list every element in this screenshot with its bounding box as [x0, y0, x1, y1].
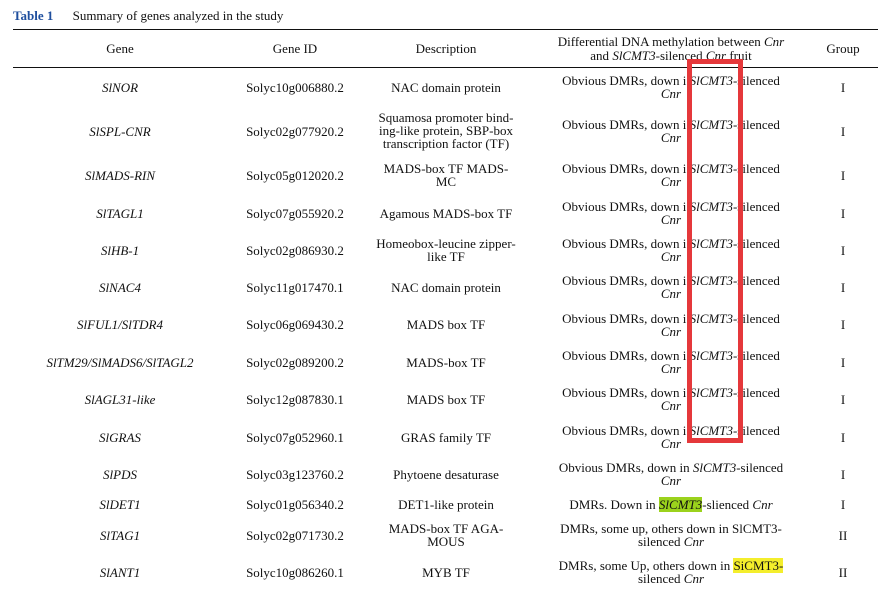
gene-id: Solyc11g017470.1: [246, 280, 344, 295]
gene-group: I: [840, 355, 846, 370]
header-gene-id: Gene ID: [272, 41, 318, 56]
gene-group: I: [840, 124, 846, 139]
gene-group: I: [840, 467, 846, 482]
gene-description: MADS box TF: [406, 392, 486, 407]
methylation-result: DMRs, some Up, others down in SiCMT3- silenced Cnr: [558, 558, 784, 586]
header-group: Group: [826, 41, 860, 56]
gene-name: SlSPL-CNR: [89, 124, 151, 139]
gene-description: MADS-box TF MADS- MC: [383, 161, 509, 189]
gene-description: MYB TF: [422, 565, 470, 580]
gene-group: I: [840, 206, 846, 221]
gene-id: Solyc05g012020.2: [246, 168, 344, 183]
gene-description: MADS-box TF: [406, 355, 486, 370]
methylation-result: DMRs, some up, others down in SlCMT3- silenced Cnr: [560, 521, 782, 549]
gene-id: Solyc01g056340.2: [246, 497, 344, 512]
methylation-result: Obvious DMRs, down i SlCMT3-silenced Cnr: [562, 311, 780, 339]
methylation-result: Obvious DMRs, down i SlCMT3-silenced Cnr: [562, 273, 780, 301]
gene-name: SlAGL31-like: [84, 392, 156, 407]
gene-name: SlNAC4: [99, 280, 141, 295]
methylation-result: DMRs. Down in SlCMT3-slienced Cnr: [569, 497, 773, 512]
gene-name: SlDET1: [99, 497, 141, 512]
gene-name: SlTM29/SlMADS6/SlTAGL2: [46, 355, 194, 370]
gene-id: Solyc03g123760.2: [246, 467, 344, 482]
gene-group: I: [840, 317, 846, 332]
gene-id: Solyc02g071730.2: [246, 528, 344, 543]
gene-group: I: [840, 80, 846, 95]
gene-description: GRAS family TF: [400, 430, 492, 445]
gene-description: Agamous MADS-box TF: [379, 206, 513, 221]
gene-id: Solyc10g086260.1: [246, 565, 344, 580]
gene-group: I: [840, 430, 846, 445]
gene-id: Solyc02g077920.2: [246, 124, 344, 139]
header-gene: Gene: [106, 41, 134, 56]
gene-id: Solyc02g089200.2: [246, 355, 344, 370]
gene-id: Solyc07g055920.2: [246, 206, 344, 221]
header-differential-methylation: Differential DNA methylation between Cnr and SlCMT3-silenced Cnr fruit: [557, 34, 785, 63]
gene-description: MADS box TF: [406, 317, 486, 332]
gene-name: SlTAG1: [99, 528, 141, 543]
gene-name: SlHB-1: [100, 243, 140, 258]
methylation-result: Obvious DMRs, down i SlCMT3-silenced Cnr: [562, 423, 780, 451]
table-caption: [13, 8, 283, 24]
table-header-rule: [13, 67, 878, 68]
methylation-result: Obvious DMRs, down i SlCMT3-silenced Cnr: [562, 199, 780, 227]
methylation-result: Obvious DMRs, down i SlCMT3-silenced Cnr: [562, 117, 780, 145]
table-top-rule: [13, 29, 878, 30]
gene-name: SlPDS: [103, 467, 137, 482]
gene-description: Homeobox-leucine zipper- like TF: [376, 236, 516, 264]
methylation-result: Obvious DMRs, down in SlCMT3-silenced Cnr: [558, 460, 784, 488]
methylation-result: Obvious DMRs, down i SlCMT3-silenced Cnr: [562, 236, 780, 264]
methylation-result: Obvious DMRs, down i SlCMT3-silenced Cnr: [562, 385, 780, 413]
gene-id: Solyc12g087830.1: [246, 392, 344, 407]
methylation-result: Obvious DMRs, down i SlCMT3-silenced Cnr: [562, 161, 780, 189]
gene-name: SlANT1: [99, 565, 141, 580]
gene-group: I: [840, 392, 846, 407]
header-description: Description: [415, 41, 477, 56]
highlight-green: SlCMT3: [658, 497, 703, 512]
gene-description: Phytoene desaturase: [393, 467, 499, 482]
highlight-yellow: SiCMT3-: [733, 558, 784, 573]
methylation-result: Obvious DMRs, down i SlCMT3-silenced Cnr: [562, 73, 780, 101]
gene-description: NAC domain protein: [391, 280, 501, 295]
gene-name: SlMADS-RIN: [84, 168, 156, 183]
gene-name: SlGRAS: [99, 430, 141, 445]
gene-group: I: [840, 280, 846, 295]
gene-id: Solyc06g069430.2: [246, 317, 344, 332]
gene-group: II: [838, 528, 848, 543]
gene-name: SlNOR: [101, 80, 139, 95]
gene-group: I: [840, 243, 846, 258]
gene-group: II: [838, 565, 848, 580]
gene-id: Solyc10g006880.2: [246, 80, 344, 95]
gene-group: I: [840, 497, 846, 512]
gene-name: SlTAGL1: [96, 206, 144, 221]
table-title: Summary of genes analyzed in the study: [72, 8, 284, 23]
methylation-result: Obvious DMRs, down i SlCMT3-silenced Cnr: [562, 348, 780, 376]
gene-group: I: [840, 168, 846, 183]
gene-id: Solyc07g052960.1: [246, 430, 344, 445]
gene-description: Squamosa promoter bind- ing-like protein, SBP-box transcription factor (TF): [378, 110, 514, 151]
gene-description: DET1-like protein: [398, 497, 494, 512]
table-label: Table 1: [13, 8, 54, 23]
gene-description: NAC domain protein: [391, 80, 501, 95]
gene-id: Solyc02g086930.2: [246, 243, 344, 258]
gene-description: MADS-box TF AGA- MOUS: [388, 521, 504, 549]
gene-name: SlFUL1/SlTDR4: [77, 317, 163, 332]
